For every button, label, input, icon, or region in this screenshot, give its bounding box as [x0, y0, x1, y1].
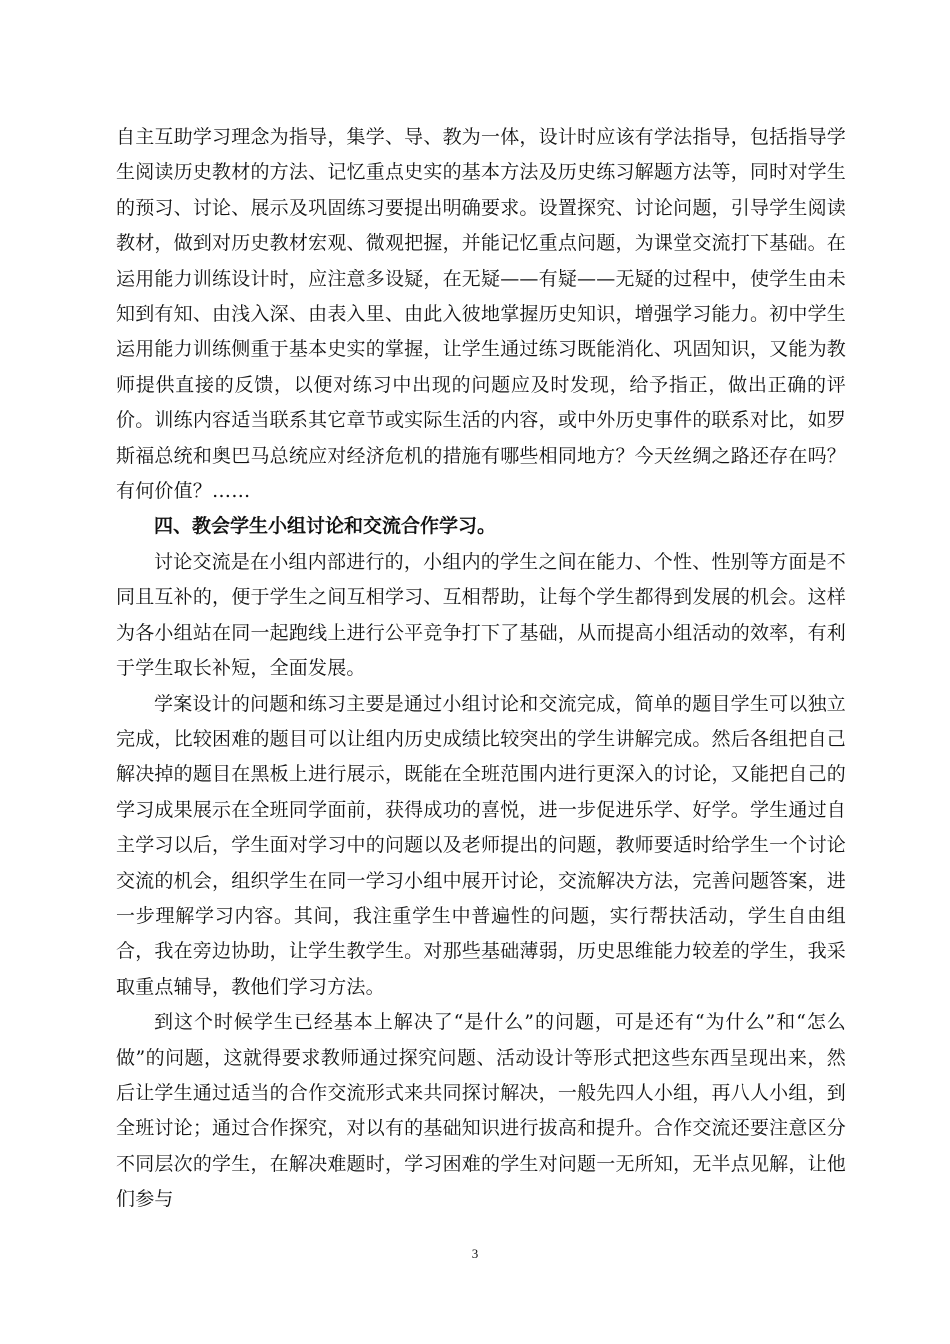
paragraph-cooperation: 到这个时候学生已经基本上解决了“是什么”的问题，可是还有“为什么”和“怎么做”的问题，这就得要求教师通过探究问题、活动设计等形式把这些东西呈现出来，然后让学生通过适当的合作交流形式来共同探讨解决，一般先四人小组，再八人小组，到全班讨论；通过合作探究，对以有的基础知识进行拔高和提升。合作交流还要注意区分不同层次的学生，在解决难题时，学习困难的学生对问题一无所知，无半点见解，让他们参与: [116, 1011, 846, 1211]
document-body: [116, 120, 846, 1218]
paragraph-case-design: 学案设计的问题和练习主要是通过小组讨论和交流完成，简单的题目学生可以独立完成，比较困难的题目可以让组内历史成绩比较突出的学生讲解完成。然后各组把自己解决掉的题目在黑板上进行展示，既能在全班范围内进行更深入的讨论，又能把自己的学习成果展示在全班同学面前，获得成功的喜悦，进一步促进乐学、好学。学生通过自主学习以后，学生面对学习中的问题以及老师提出的问题，教师要适时给学生一个讨论交流的机会，组织学生在同一学习小组中展开讨论，交流解决方法，完善问题答案，进一步理解学习内容。其间，我注重学生中普遍性的问题，实行帮扶活动，学生自由组合，我在旁边协助，让学生教学生。对那些基础薄弱，历史思维能力较差的学生，我采取重点辅导，教他们学习方法。: [116, 692, 846, 998]
paragraph-discussion: 讨论交流是在小组内部进行的，小组内的学生之间在能力、个性、性别等方面是不同且互补的，便于学生之间互相学习、互相帮助，让每个学生都得到发展的机会。这样为各小组站在同一起跑线上进行公平竞争打下了基础，从而提高小组活动的效率，有利于学生取长补短，全面发展。: [116, 550, 846, 680]
section-heading: 四、教会学生小组讨论和交流合作学习。: [154, 515, 497, 538]
paragraph-continuation: 自主互助学习理念为指导，集学、导、教为一体，设计时应该有学法指导，包括指导学生阅读历史教材的方法、记忆重点史实的基本方法及历史练习解题方法等，同时对学生的预习、讨论、展示及巩固练习要提出明确要求。设置探究、讨论问题，引导学生阅读教材，做到对历史教材宏观、微观把握，并能记忆重点问题，为课堂交流打下基础。在运用能力训练设计时，应注意多设疑，在无疑——有疑——无疑的过程中，使学生由未知到有知、由浅入深、由表入里、由此入彼地掌握历史知识，增强学习能力。初中学生运用能力训练侧重于基本史实的掌握，让学生通过练习既能消化、巩固知识，又能为教师提供直接的反馈，以便对练习中出现的问题应及时发现，给予指正，做出正确的评价。训练内容适当联系其它章节或实际生活的内容，或中外历史事件的联系对比，如罗斯福总统和奥巴马总统应对经济危机的措施有哪些相同地方？今天丝绸之路还存在吗？有何价值？……: [116, 126, 846, 503]
page-number: 3: [471, 1246, 479, 1261]
